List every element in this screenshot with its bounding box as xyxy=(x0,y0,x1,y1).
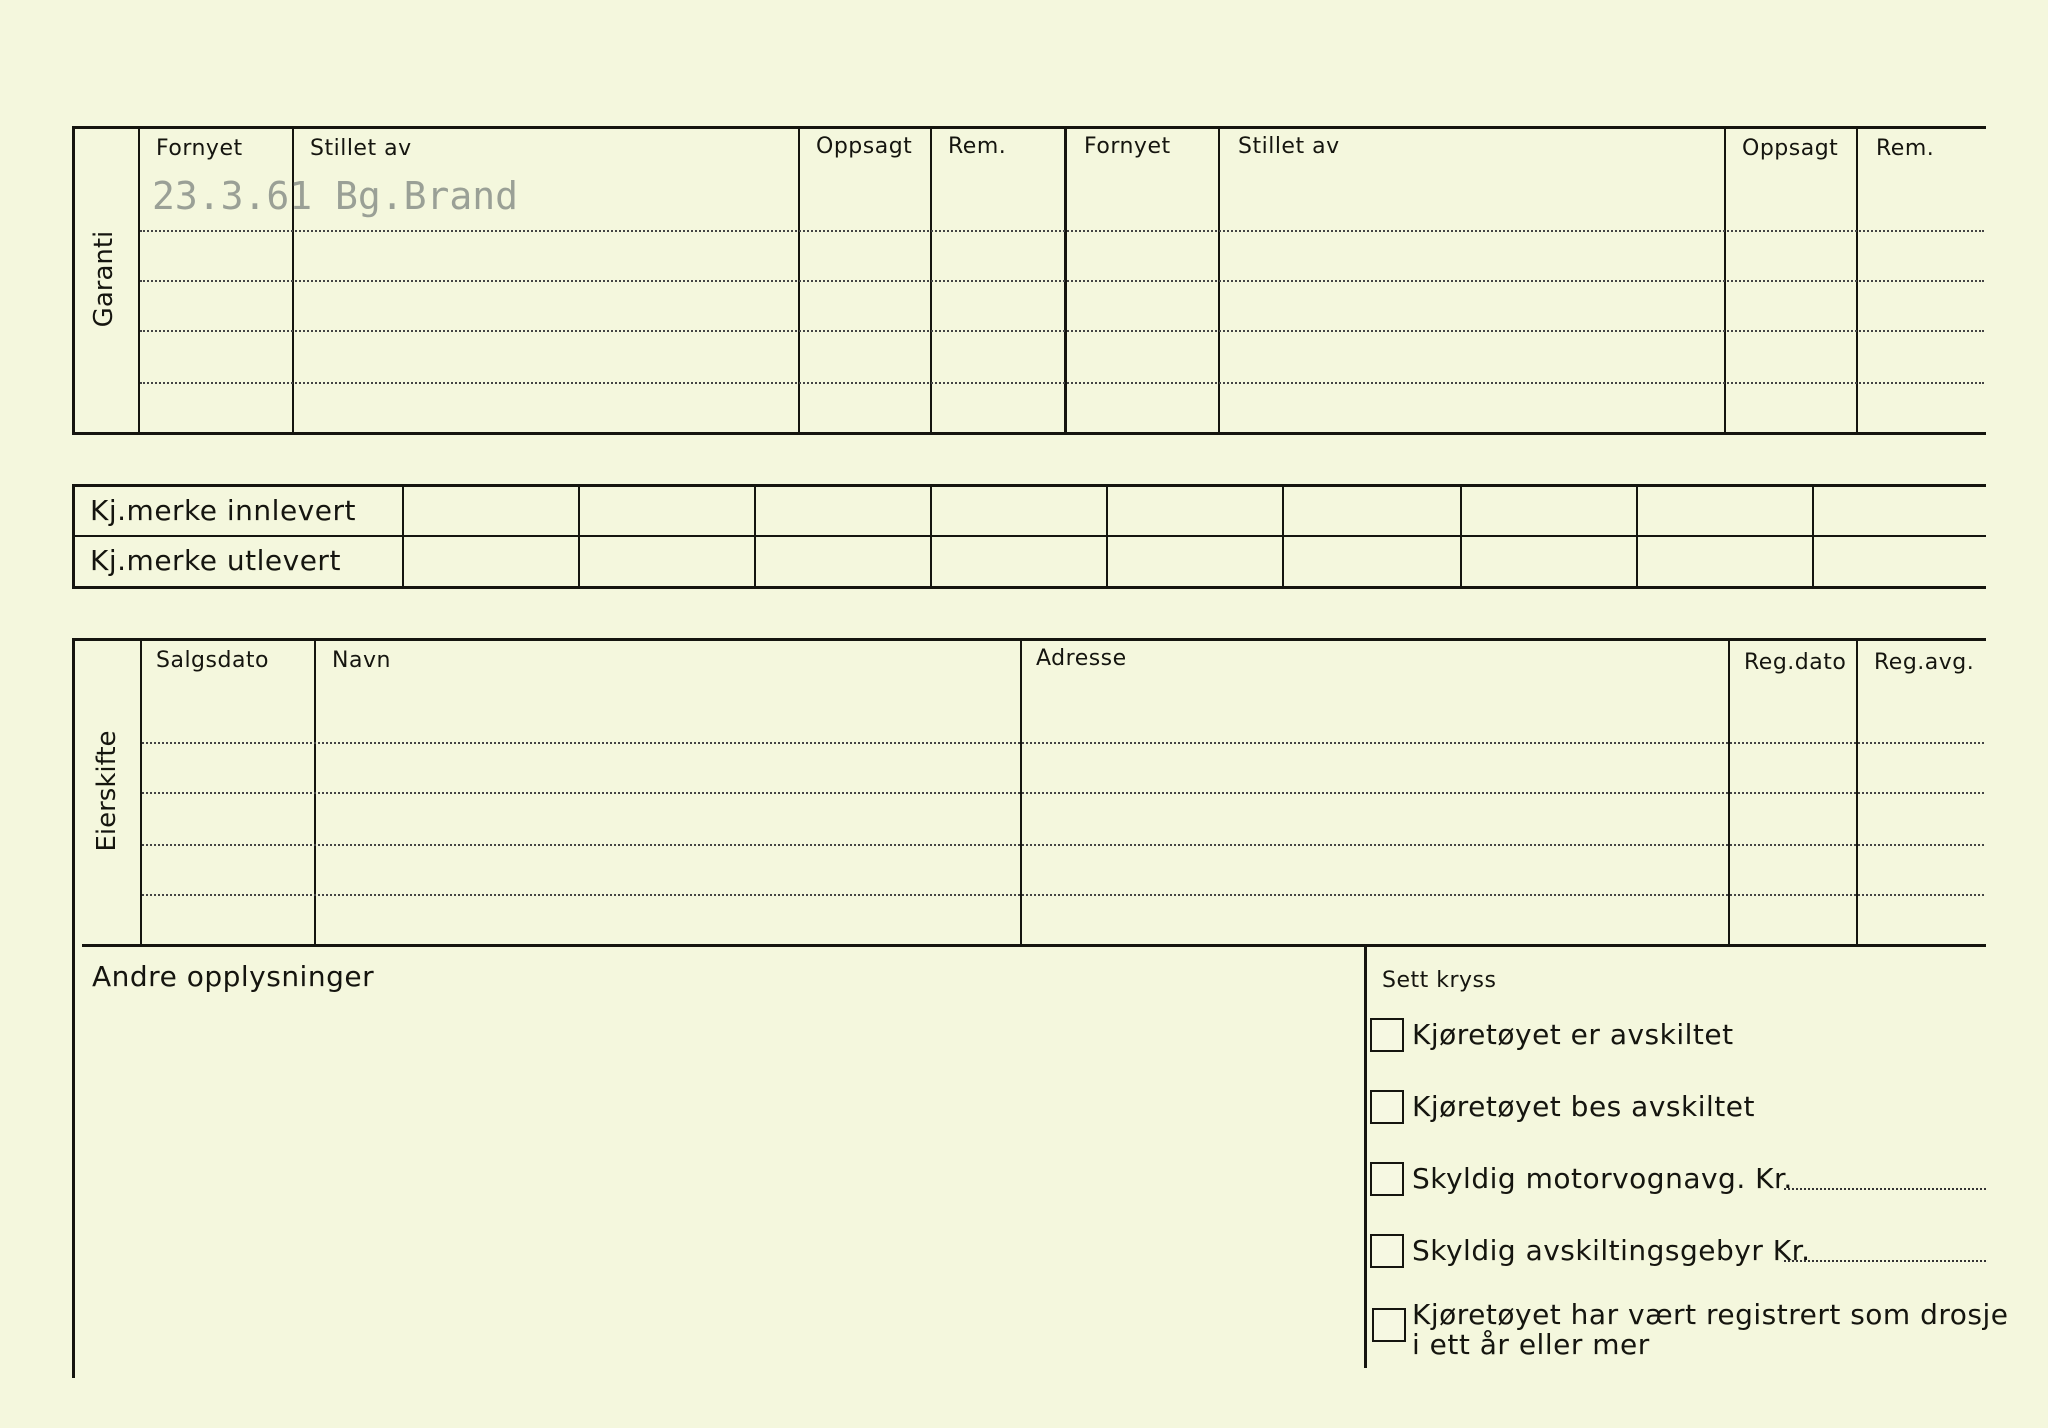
checkbox[interactable] xyxy=(1370,1090,1404,1124)
guarantee-left-border xyxy=(72,126,75,435)
checkbox[interactable] xyxy=(1372,1308,1406,1342)
header-rem-right: Rem. xyxy=(1876,136,1935,161)
plates-cell-divider xyxy=(402,486,404,586)
header-fornyet-left: Fornyet xyxy=(156,136,243,161)
guarantee-bottom-rule xyxy=(72,432,1986,435)
guarantee-row-line xyxy=(140,382,1984,384)
checklist-item-label: Kjøretøyet har vært registrert som drosje xyxy=(1412,1298,2009,1331)
plates-utlevert-label: Kj.merke utlevert xyxy=(90,544,341,577)
plates-left-border xyxy=(72,484,75,589)
header-rem-left: Rem. xyxy=(948,134,1007,159)
header-salgsdato: Salgsdato xyxy=(156,648,270,673)
guarantee-row-line xyxy=(140,230,1984,232)
ownership-bottom-rule xyxy=(82,944,1986,947)
ownership-row-line xyxy=(142,894,1984,896)
ownership-top-rule xyxy=(72,638,1986,641)
checklist-item-label: Kjøretøyet bes avskiltet xyxy=(1412,1090,1755,1123)
plates-cell-divider xyxy=(930,486,932,586)
plates-cell-divider xyxy=(1282,486,1284,586)
amount-fill-line[interactable] xyxy=(1784,1188,1986,1190)
plates-cell-divider xyxy=(1106,486,1108,586)
plates-cell-divider xyxy=(1636,486,1638,586)
ownership-row-line xyxy=(142,792,1984,794)
ownership-row-line xyxy=(142,742,1984,744)
guarantee-row-line xyxy=(140,330,1984,332)
plates-middle-rule xyxy=(72,535,1986,537)
checklist-divider xyxy=(1364,946,1367,1368)
checkbox[interactable] xyxy=(1370,1018,1404,1052)
other-info-label: Andre opplysninger xyxy=(92,960,375,993)
checkbox[interactable] xyxy=(1370,1234,1404,1268)
guarantee-top-rule xyxy=(72,126,1986,129)
header-stillet-av-left: Stillet av xyxy=(310,136,412,161)
header-fornyet-right: Fornyet xyxy=(1084,134,1171,159)
header-oppsagt-right: Oppsagt xyxy=(1742,136,1839,161)
checklist-item-label: Kjøretøyet er avskiltet xyxy=(1412,1018,1734,1051)
guarantee-side-label: Garanti xyxy=(89,230,119,328)
checkbox[interactable] xyxy=(1370,1162,1404,1196)
plates-cell-divider xyxy=(754,486,756,586)
checklist-item-label: Skyldig avskiltingsgebyr Kr. xyxy=(1412,1234,1811,1267)
checklist-title: Sett kryss xyxy=(1382,968,1497,993)
ownership-side-label: Eierskifte xyxy=(92,730,122,852)
amount-fill-line[interactable] xyxy=(1784,1260,1986,1262)
header-reg-avg: Reg.avg. xyxy=(1874,650,1975,675)
plates-cell-divider xyxy=(578,486,580,586)
plates-cell-divider xyxy=(1460,486,1462,586)
header-adresse: Adresse xyxy=(1036,646,1127,671)
header-navn: Navn xyxy=(332,648,391,673)
header-oppsagt-left: Oppsagt xyxy=(816,134,913,159)
header-reg-dato: Reg.dato xyxy=(1744,650,1847,675)
plates-top-rule xyxy=(72,484,1986,487)
plates-innlevert-label: Kj.merke innlevert xyxy=(90,494,356,527)
header-stillet-av-right: Stillet av xyxy=(1238,134,1340,159)
plates-cell-divider xyxy=(1812,486,1814,586)
ownership-left-border xyxy=(72,638,75,1378)
plates-bottom-rule xyxy=(72,586,1986,589)
guarantee-row-line xyxy=(140,280,1984,282)
checklist-item-label: Skyldig motorvognavg. Kr. xyxy=(1412,1162,1793,1195)
checklist-item-label-continued: i ett år eller mer xyxy=(1412,1328,1650,1361)
ownership-row-line xyxy=(142,844,1984,846)
guarantee-typed-entry: 23.3.61 Bg.Brand xyxy=(152,174,519,218)
